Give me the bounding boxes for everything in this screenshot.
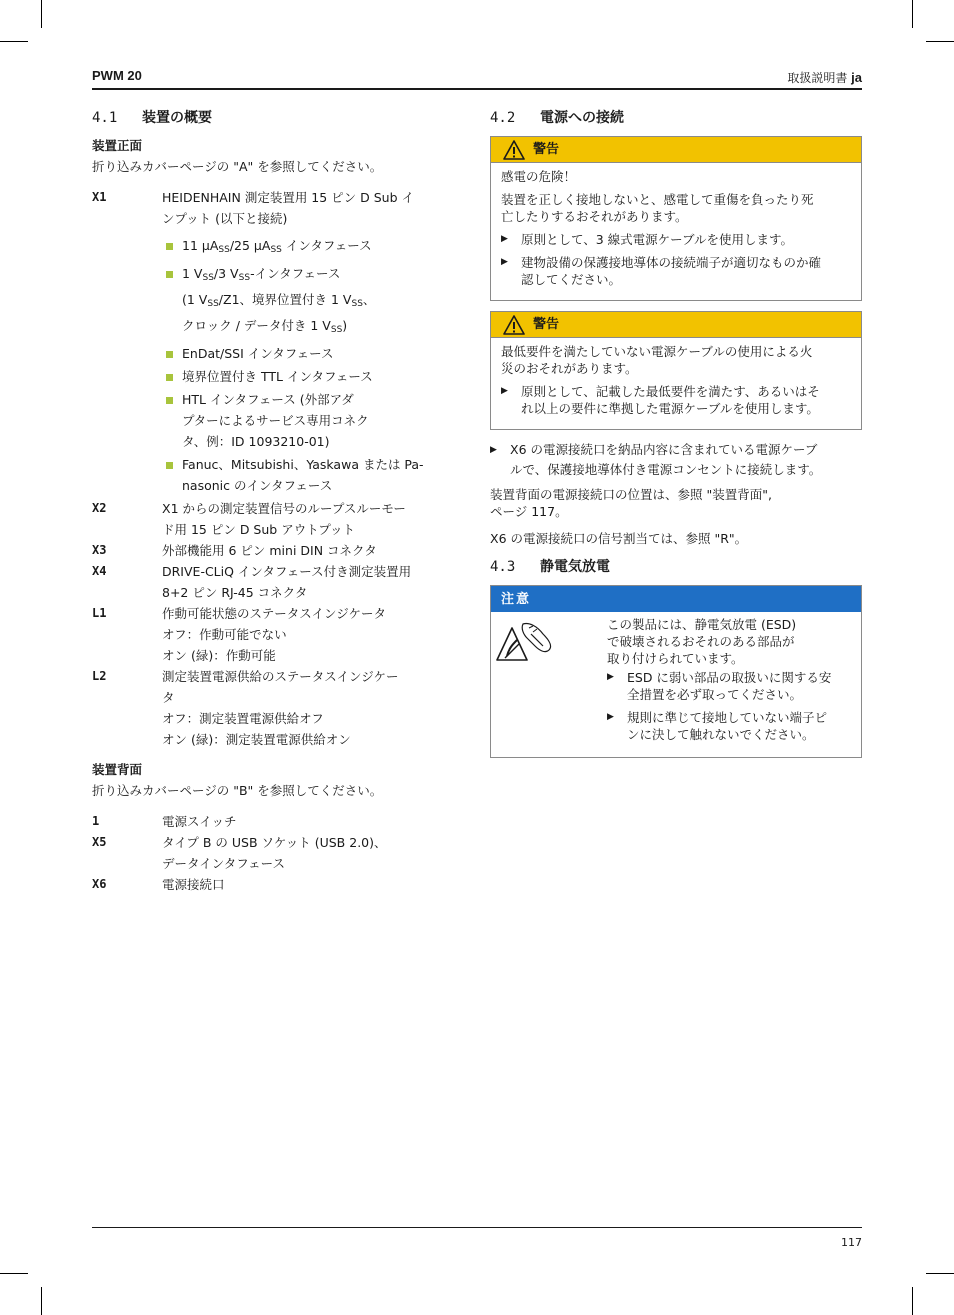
warning-title: 感電の危険！ <box>501 169 577 184</box>
reference-text: X6 の電源接続口の信号割当ては、参照 "R"。 <box>490 531 748 546</box>
crop-mark <box>0 41 28 42</box>
front-title: 装置正面 <box>92 138 143 153</box>
product-name: PWM 20 <box>92 68 142 83</box>
list-item: 11 $\mu A_{SS}/25$ $\mu A_{SS}$ インタフェース <box>162 235 462 261</box>
section-heading: 4.1 装置の概要 <box>92 110 212 126</box>
list-item: X6 電源接続口 <box>92 877 225 892</box>
warning-box <box>490 311 862 430</box>
warning-label: 警告 <box>533 142 560 157</box>
left-column <box>92 108 462 895</box>
note-bar <box>491 586 861 612</box>
list-item: ▶ 原則として、記載した最低要件を満たす、あるいはそ れ以上の要件に準拠した電源ケーブルを使用します。 <box>501 383 851 417</box>
crop-mark <box>912 1287 913 1315</box>
warning-text: 最低要件を満たしていない電源ケーブルの使用による火 災のおそれがあります。 <box>501 344 813 376</box>
back-intro: 折り込みカバーページの "B" を参照してください。 <box>92 783 383 798</box>
right-column <box>490 108 862 768</box>
list-item: X1 HEIDENHAIN 測定装置用 15 ピン D Sub イ ンプット (以下と接続) 11 $\mu A_{SS}/25$ $\mu A_{SS}$ インタフェース 1 $V_{SS}/3$ $V_{SS}-$インタフェース (1 $V_{SS}/Z1$、境界位置付き 1 $V_{SS}$、 クロック / データ付き 1 $V_{SS}$) EnDat/SSI インタフェース 境界位置付き TTL インタフェース HTL インタフェース (外部アダ プターによるサービス専用コネク タ、例：ID 1093210-01) Fanuc、Mitsubishi、Yaskawa または Pa- nasonic のインタフェース <box>92 187 462 498</box>
list-item: X3 外部機能用 6 ピン mini DIN コネクタ <box>92 543 377 558</box>
list-item: ▶ X6 の電源接続口を納品内容に含まれている電源ケーブ ルで、保護接地導体付き電源コンセントに接続します。 <box>490 440 862 480</box>
crop-mark <box>926 1273 954 1274</box>
note-text: この製品には、静電気放電 (ESD) で破壊されるおそれのある部品が 取り付けられています。 <box>607 617 797 666</box>
warning-triangle-icon <box>503 315 525 335</box>
list-item: EnDat/SSI インタフェース <box>162 343 462 364</box>
list-item: L1 作動可能状態のステータスインジケータ オフ：作動可能でない オン (緑)：作動可能 <box>92 606 386 663</box>
page-header <box>92 68 862 90</box>
doc-title: 取扱説明書 ja <box>787 70 862 85</box>
front-list <box>92 187 462 750</box>
back-title: 装置背面 <box>92 762 143 777</box>
list-item: 境界位置付き TTL インタフェース <box>162 366 462 387</box>
note-box <box>490 585 862 758</box>
back-list <box>92 811 462 895</box>
list-item: L2 測定装置電源供給のステータスインジケー タ オフ：測定装置電源供給オフ オン (緑)：測定装置電源供給オン <box>92 669 399 747</box>
list-item: X5 タイプ B の USB ソケット (USB 2.0)、 データインタフェース <box>92 835 387 871</box>
warning-bar <box>491 137 861 163</box>
footer-rule <box>92 1227 862 1228</box>
section-heading: 4.2 電源への接続 <box>490 110 624 126</box>
reference-text: 装置背面の電源接続口の位置は、参照 "装置背面", ページ 117。 <box>490 487 772 519</box>
list-item: 1 $V_{SS}/3$ $V_{SS}-$インタフェース (1 $V_{SS}/Z1$、境界位置付き 1 $V_{SS}$、 クロック / データ付き 1 $V_{SS}$) <box>162 263 462 341</box>
warning-bar <box>491 312 861 338</box>
list-item: ▶ ESD に弱い部品の取扱いに関する安 全措置を必ず取ってください。 <box>607 669 851 703</box>
warning-box <box>490 136 862 301</box>
list-item: HTL インタフェース (外部アダ プターによるサービス専用コネク タ、例：ID 1093210-01) <box>162 389 462 452</box>
warning-label: 警告 <box>533 317 560 332</box>
crop-mark <box>41 1287 42 1315</box>
list-item: ▶ 規則に準じて接地していない端子ピ ンに決して触れないでください。 <box>607 709 851 743</box>
list-item: X2 X1 からの測定装置信号のループスルーモー ド用 15 ピン D Sub アウトプット <box>92 501 406 537</box>
crop-mark <box>41 0 42 28</box>
list-item: 1 電源スイッチ <box>92 814 237 829</box>
list-item: ▶ 原則として、3 線式電源ケーブルを使用します。 <box>501 231 851 248</box>
list-item: ▶ 建物設備の保護接地導体の接続端子が適切なものか確 認してください。 <box>501 254 851 288</box>
page-number: 117 <box>841 1236 862 1249</box>
crop-mark <box>0 1273 28 1274</box>
interface-list <box>162 235 462 496</box>
list-item: X4 DRIVE-CLiQ インタフェース付き測定装置用 8+2 ピン RJ-45 コネクタ <box>92 564 412 600</box>
section-heading: 4.3 静電気放電 <box>490 559 610 575</box>
front-intro: 折り込みカバーページの "A" を参照してください。 <box>92 159 383 174</box>
crop-mark <box>926 41 954 42</box>
warning-triangle-icon <box>503 140 525 160</box>
action-list <box>490 440 862 480</box>
esd-warning-icon <box>495 620 557 668</box>
note-label: 注意 <box>501 591 532 607</box>
list-item: Fanuc、Mitsubishi、Yaskawa または Pa- nasonic のインタフェース <box>162 454 462 496</box>
warning-text: 装置を正しく接地しないと、感電して重傷を負ったり死 亡したりするおそれがあります。 <box>501 192 814 224</box>
crop-mark <box>912 0 913 28</box>
